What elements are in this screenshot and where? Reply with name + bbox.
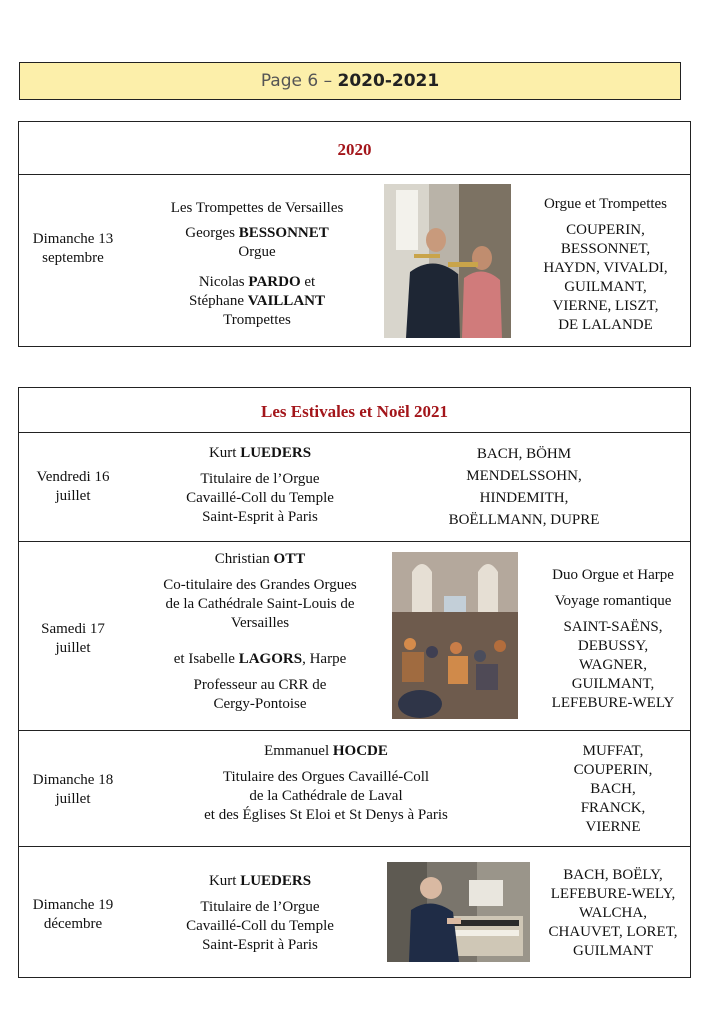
performer-name: Emmanuel HOCDE (264, 743, 388, 759)
performer-name: Georges BESSONNET (185, 225, 329, 241)
performers (131, 872, 389, 955)
divider (19, 432, 690, 433)
performers (131, 199, 383, 330)
divider (19, 541, 690, 542)
concert-date: Dimanche 13 septembre (32, 231, 114, 266)
banner-prefix: Page 6 – (260, 71, 338, 91)
performer-title: Titulaire des Orgues Cavaillé-Coll de la Cathédrale de Laval et des Églises St Eloi et St Denys à Paris (204, 769, 448, 823)
divider (19, 730, 690, 731)
performer-role: Trompettes (223, 312, 291, 328)
performer-title: Titulaire de l’Orgue Cavaillé-Coll du Temple Saint-Esprit à Paris (186, 471, 334, 525)
trumpets-photo (384, 184, 511, 338)
program-title: Duo Orgue et Harpe (552, 567, 674, 583)
performer-name: Kurt LUEDERS (208, 445, 312, 461)
performer-name: et Isabelle LAGORS, Harpe (173, 651, 347, 667)
performers (131, 550, 389, 714)
concert-date: Samedi 17 juillet (41, 621, 105, 656)
section-2021-title: Les Estivales et Noël 2021 (261, 402, 448, 421)
performers (131, 444, 389, 527)
organist-photo (387, 862, 530, 962)
section-2020 (18, 121, 691, 347)
composer-list: SAINT-SAËNS, DEBUSSY, WAGNER, GUILMANT, LEFEBURE-WELY (551, 619, 675, 711)
performers (131, 742, 521, 825)
concert-date: Vendredi 16 juillet (36, 469, 110, 504)
concert-date: Dimanche 19 décembre (32, 897, 114, 932)
banner-years: 2020-2021 (337, 71, 440, 91)
composer-list: BACH, BOËLY, LEFEBURE-WELY, WALCHA, CHAUVET, LORET, GUILMANT (548, 867, 678, 959)
page-banner (19, 62, 681, 100)
ensemble-name: Les Trompettes de Versailles (170, 200, 344, 216)
performer-name: Nicolas PARDO et (198, 274, 316, 290)
performer-title: Professeur au CRR de Cergy-Pontoise (193, 677, 327, 712)
divider (19, 846, 690, 847)
program (534, 566, 692, 713)
cathedral-audience-photo (392, 552, 518, 719)
program-title: Orgue et Trompettes (543, 196, 668, 212)
program-subtitle: Voyage romantique (554, 593, 672, 609)
performer-name: Stéphane VAILLANT (189, 293, 325, 309)
performer-name: Kurt LUEDERS (208, 873, 312, 889)
performer-title: Co-titulaire des Grandes Orgues de la Cathédrale Saint-Louis de Versailles (163, 577, 357, 631)
composer-list: COUPERIN, BESSONNET, HAYDN, VIVALDI, GUILMANT, VIERNE, LISZT, DE LALANDE (543, 222, 668, 333)
divider (19, 174, 690, 175)
composer-list: BACH, BÖHM MENDELSSOHN, HINDEMITH, BOËLLMANN, DUPRE (448, 446, 600, 528)
performer-title: Titulaire de l’Orgue Cavaillé-Coll du Temple Saint-Esprit à Paris (186, 899, 334, 953)
program (519, 195, 692, 335)
composer-list: MUFFAT, COUPERIN, BACH, FRANCK, VIERNE (573, 743, 653, 835)
section-2020-title: 2020 (337, 140, 372, 159)
concert-date: Dimanche 18 juillet (32, 772, 114, 807)
section-2021 (18, 387, 691, 978)
performer-name: Christian OTT (214, 551, 306, 567)
performer-role: Orgue (238, 244, 276, 260)
